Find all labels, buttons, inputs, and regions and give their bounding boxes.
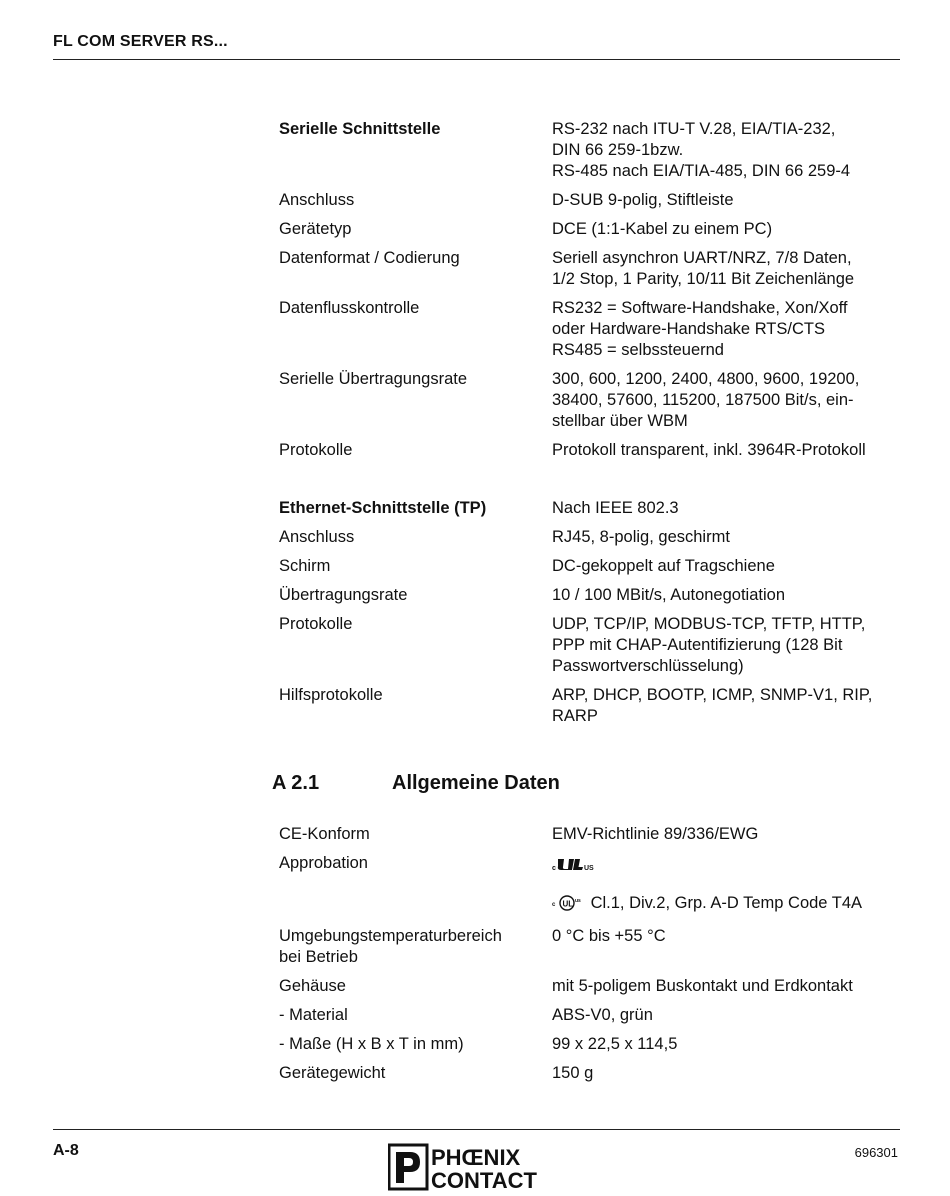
spec-value <box>552 527 902 548</box>
cert-text: Cl.1, Div.2, Grp. A-D Temp Code T4A <box>590 894 863 912</box>
spec-label: Approbation <box>279 854 368 872</box>
spec-label: CE-Konform <box>279 825 370 843</box>
label-line: bei Betrieb <box>279 948 358 966</box>
ul-recognized-mark-icon <box>552 856 596 872</box>
spec-value <box>552 298 902 361</box>
spec-label: Anschluss <box>279 528 355 546</box>
spec-value <box>552 369 902 432</box>
svg-text:c: c <box>552 901 556 908</box>
serial-heading-value <box>552 119 902 182</box>
value-line: 38400, 57600, 115200, 187500 Bit/s, ein- <box>552 391 854 409</box>
spec-label: Übertragungsrate <box>279 586 408 604</box>
spec-label: Anschluss <box>279 191 355 209</box>
spec-label: Gehäuse <box>279 977 346 995</box>
spec-label: - Material <box>279 1006 348 1024</box>
svg-text:us: us <box>575 897 581 904</box>
value-line: RS-232 nach ITU-T V.28, EIA/TIA-232, <box>552 120 836 138</box>
spec-value <box>552 556 902 577</box>
value-line: D-SUB 9-polig, Stiftleiste <box>552 191 734 209</box>
spec-label: Datenformat / Codierung <box>279 249 460 267</box>
value-line: 0 °C bis +55 °C <box>552 927 666 945</box>
phoenix-contact-logo <box>388 1143 566 1191</box>
spec-label <box>279 926 544 968</box>
value-line: DC-gekoppelt auf Tragschiene <box>552 557 775 575</box>
spec-value <box>552 1063 902 1084</box>
spec-label: Protokolle <box>279 615 353 633</box>
value-line: DCE (1:1-Kabel zu einem PC) <box>552 220 773 238</box>
document-number: 696301 <box>854 1145 898 1160</box>
spec-value <box>552 1005 902 1026</box>
section-number: A 2.1 <box>272 772 320 794</box>
cert-line-2 <box>552 893 902 914</box>
spec-value <box>552 190 902 211</box>
spec-label: Serielle Übertragungsrate <box>279 370 468 388</box>
spec-value <box>552 248 902 290</box>
spec-label: - Maße (H x B x T in mm) <box>279 1035 464 1053</box>
spec-value <box>552 614 902 677</box>
value-line: UDP, TCP/IP, MODBUS-TCP, TFTP, HTTP, <box>552 615 866 633</box>
value-line: 1/2 Stop, 1 Parity, 10/11 Bit Zeichenlänge <box>552 270 855 288</box>
ethernet-heading: Ethernet-Schnittstelle (TP) <box>279 499 487 517</box>
value-line: Passwortverschlüsselung) <box>552 657 744 675</box>
value-line: RJ45, 8-polig, geschirmt <box>552 528 730 546</box>
header-divider <box>53 59 900 60</box>
value-line: RS485 = selbssteuernd <box>552 341 724 359</box>
spec-value <box>552 585 902 606</box>
spec-label: Hilfsprotokolle <box>279 686 383 704</box>
svg-text:US: US <box>584 864 594 872</box>
spec-value <box>552 853 902 914</box>
spec-value <box>552 976 902 997</box>
spec-value <box>552 219 902 240</box>
value-line: RARP <box>552 707 598 725</box>
value-line: oder Hardware-Handshake RTS/CTS <box>552 320 825 338</box>
value-line: PPP mit CHAP-Autentifizierung (128 Bit <box>552 636 843 654</box>
value-line: RS232 = Software-Handshake, Xon/Xoff <box>552 299 848 317</box>
spec-label: Gerätegewicht <box>279 1064 386 1082</box>
value-line: Seriell asynchron UART/NRZ, 7/8 Daten, <box>552 249 852 267</box>
value-line: Protokoll transparent, inkl. 3964R-Protokoll <box>552 441 866 459</box>
spec-value <box>552 1034 902 1055</box>
serial-heading: Serielle Schnittstelle <box>279 120 441 138</box>
value-line: 300, 600, 1200, 2400, 4800, 9600, 19200, <box>552 370 860 388</box>
spec-label: Protokolle <box>279 441 353 459</box>
value-line: Nach IEEE 802.3 <box>552 499 679 517</box>
svg-text:UL: UL <box>562 899 574 909</box>
value-line: ARP, DHCP, BOOTP, ICMP, SNMP-V1, RIP, <box>552 686 873 704</box>
spec-label: Gerätetyp <box>279 220 352 238</box>
value-line: 150 g <box>552 1064 594 1082</box>
logo-text-line-1: PHŒNIX <box>431 1145 521 1170</box>
spec-value <box>552 824 902 845</box>
value-line: RS-485 nach EIA/TIA-485, DIN 66 259-4 <box>552 162 851 180</box>
cert-line-1 <box>552 853 902 877</box>
section-title: Allgemeine Daten <box>392 772 560 794</box>
spec-label: Datenflusskontrolle <box>279 299 420 317</box>
ethernet-heading-value <box>552 498 902 519</box>
value-line: 10 / 100 MBit/s, Autonegotiation <box>552 586 785 604</box>
logo-text-line-2: CONTACT <box>431 1168 537 1191</box>
footer-divider <box>53 1129 900 1130</box>
document-header-title: FL COM SERVER RS... <box>53 33 228 50</box>
value-line: DIN 66 259-1bzw. <box>552 141 684 159</box>
spec-label: Schirm <box>279 557 331 575</box>
value-line: 99 x 22,5 x 114,5 <box>552 1035 678 1053</box>
value-line: mit 5-poligem Buskontakt und Erdkontakt <box>552 977 853 995</box>
value-line: ABS-V0, grün <box>552 1006 653 1024</box>
value-line: EMV-Richtlinie 89/336/EWG <box>552 825 759 843</box>
spec-value <box>552 440 902 461</box>
ul-listed-mark-icon <box>552 894 586 914</box>
value-line: stellbar über WBM <box>552 412 688 430</box>
spec-value <box>552 685 902 727</box>
page-number: A-8 <box>53 1142 79 1159</box>
svg-text:c: c <box>552 864 556 872</box>
label-line: Umgebungstemperaturbereich <box>279 927 502 945</box>
spec-value <box>552 926 902 947</box>
